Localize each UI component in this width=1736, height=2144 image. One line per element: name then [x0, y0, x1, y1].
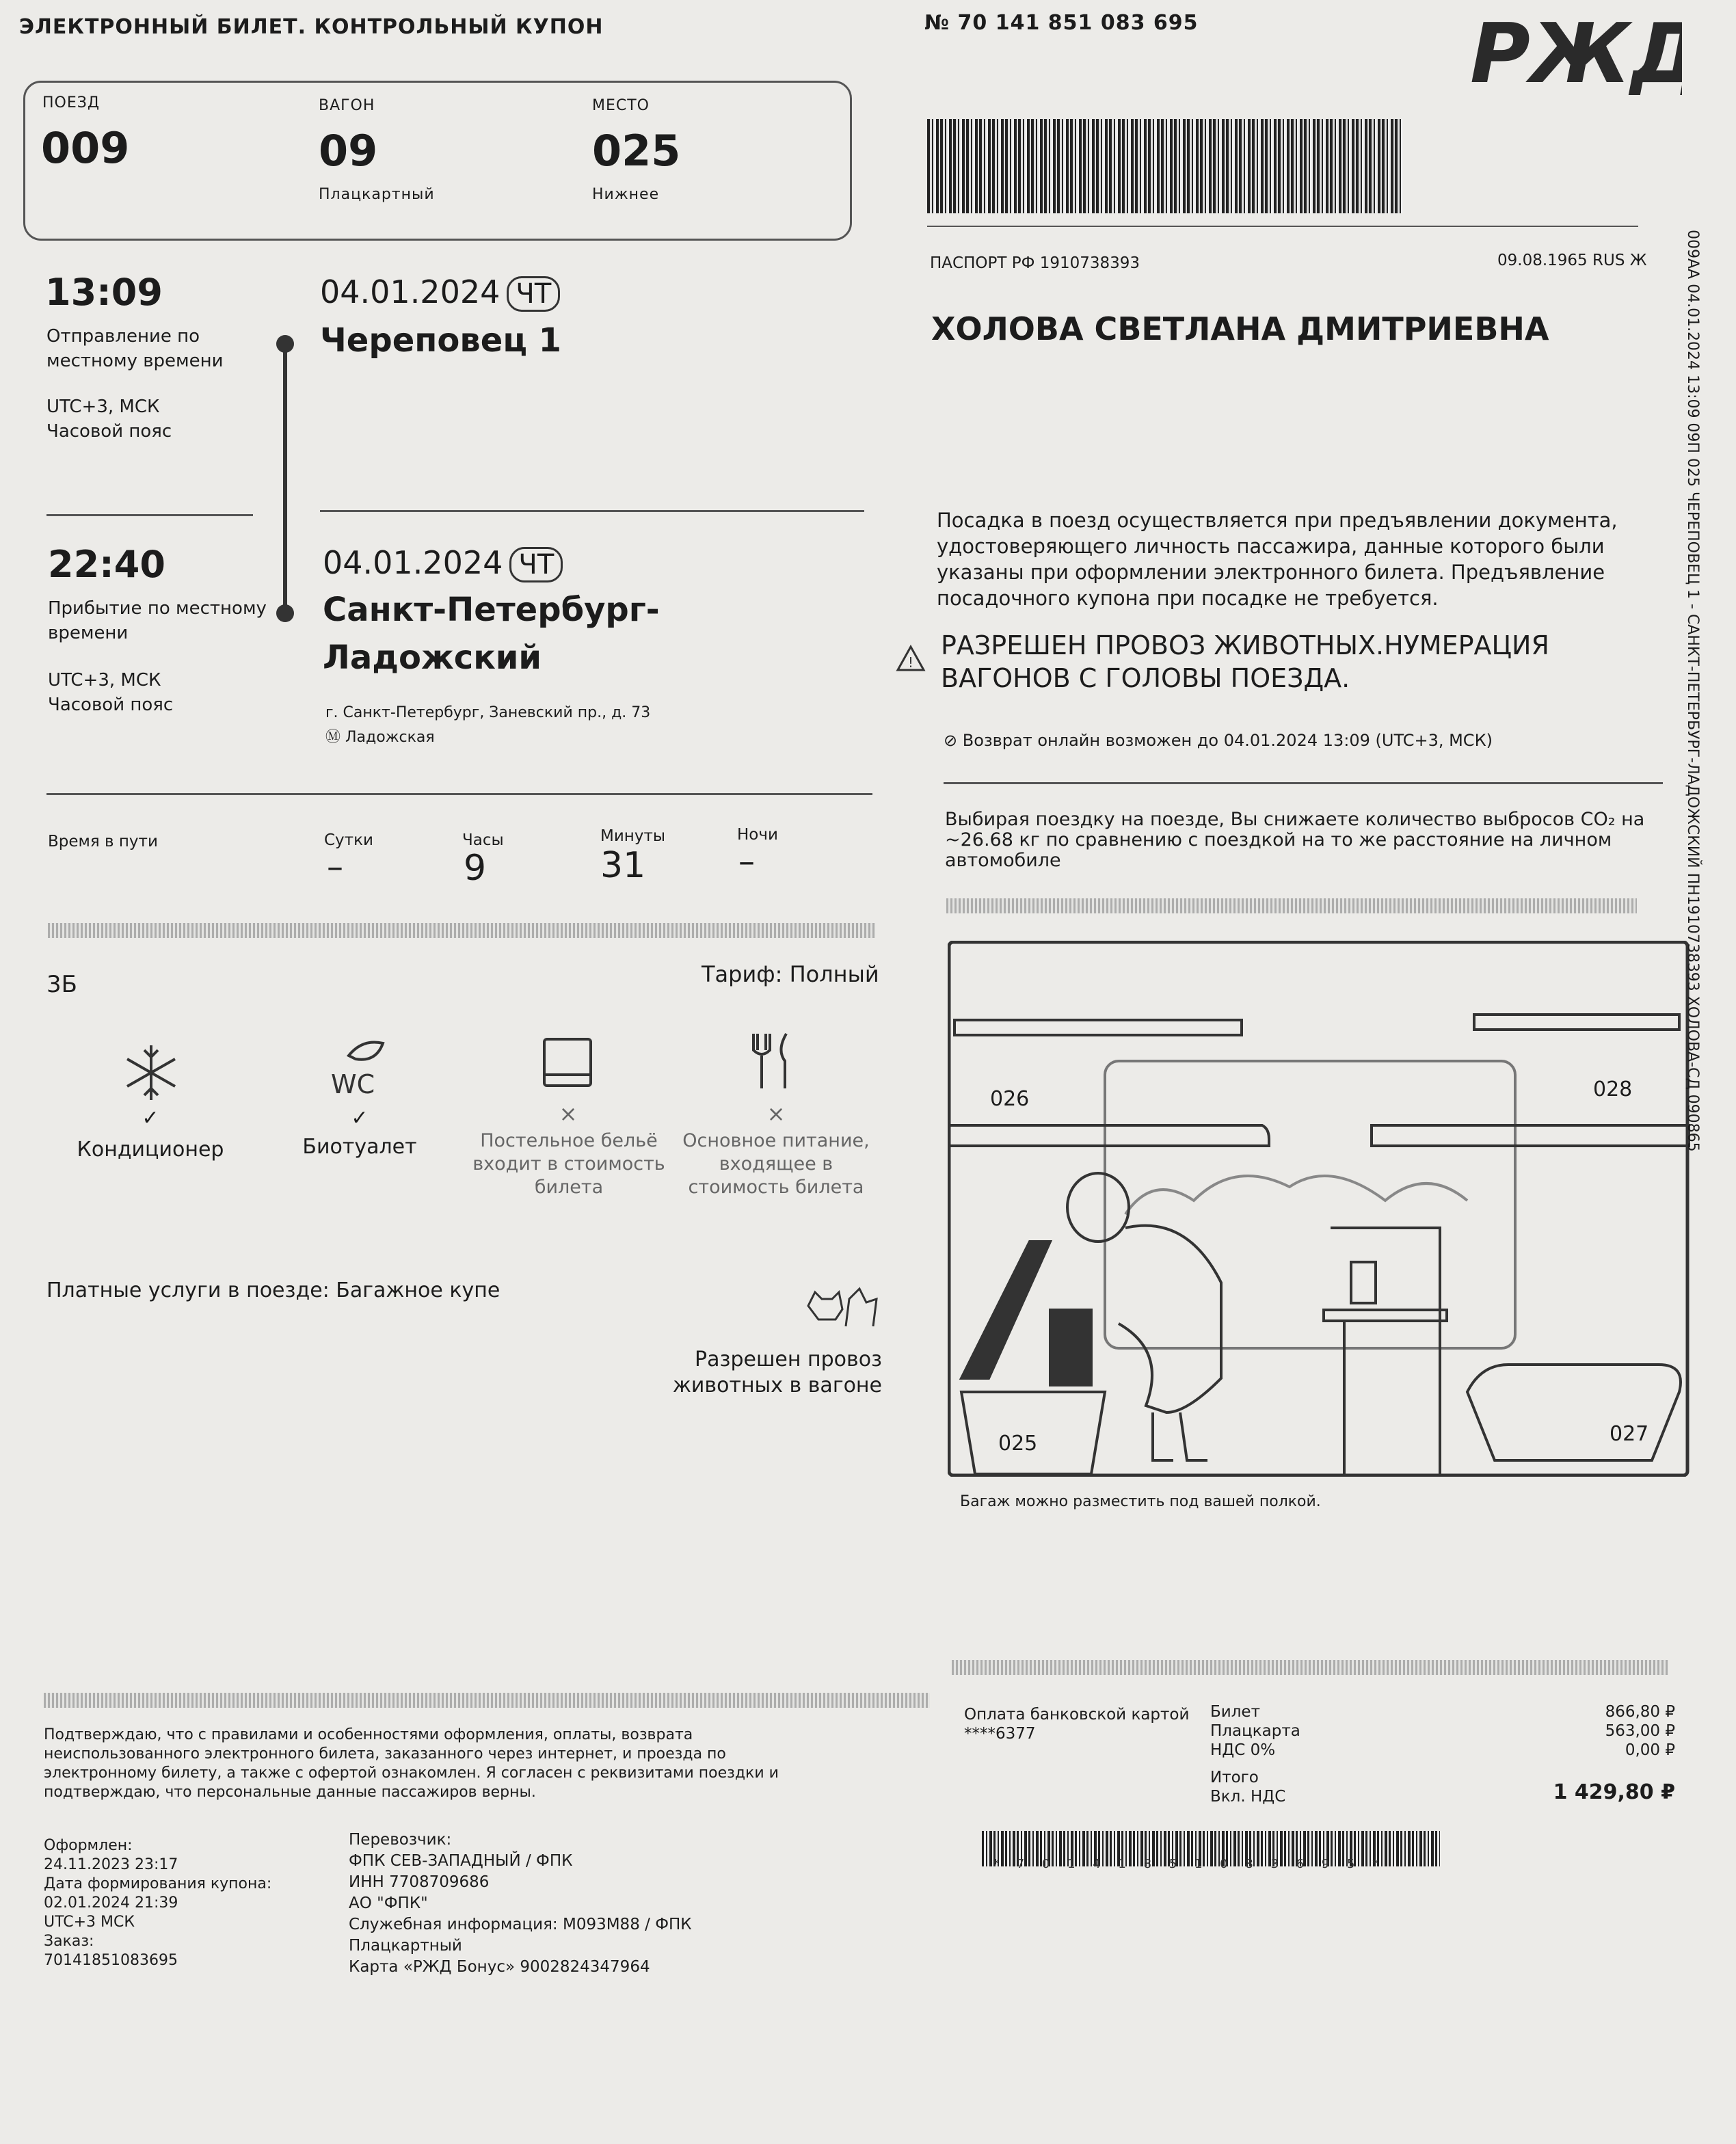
car-type: Плацкартный — [319, 186, 435, 203]
service-info: Служебная информация: М093М88 / ФПК — [349, 1916, 692, 1933]
carrier-inn: ИНН 7708709686 — [349, 1873, 490, 1891]
tear-line — [946, 898, 1637, 913]
minutes-value: 31 — [600, 845, 646, 886]
side-strip-text: 009АА 04.01.2024 13:09 09П 025 ЧЕРЕПОВЕЦ 1 - САНКТ-ПЕТЕРБУРГ-ЛАДОЖСКИЙ ПН1910738393 ХОЛОВА-СД 090865 — [1684, 230, 1701, 1152]
amenity-mark: × — [559, 1101, 578, 1127]
divider — [927, 226, 1638, 227]
route-line — [283, 340, 287, 617]
minutes-label: Минуты — [600, 827, 665, 845]
price-label: Плацкарта — [1210, 1722, 1300, 1740]
barcode-digits: * 7 0 1 4 1 8 5 1 0 8 3 6 9 5 * — [993, 1857, 1386, 1871]
seat-label: МЕСТО — [592, 97, 650, 114]
compartment-illustration — [948, 941, 1690, 1477]
card-number: ****6377 — [964, 1725, 1036, 1743]
pets-allowed: Разрешен провоз животных в вагоне — [672, 1348, 882, 1397]
price-row — [1210, 1702, 1675, 1721]
price-amount: 866,80 ₽ — [1605, 1703, 1675, 1721]
rzd-logo — [1463, 7, 1682, 96]
issued-label: Оформлен: — [44, 1837, 133, 1854]
seat-026: 026 — [990, 1087, 1030, 1111]
refund-icon: ⊘ — [944, 731, 963, 750]
arrival-tz-label: Часовой пояс — [48, 695, 174, 715]
arrival-date-line — [323, 544, 563, 582]
amenity-label: Кондиционер — [77, 1138, 224, 1162]
amenity-label: Основное питание, входящее в стоимость билета — [682, 1130, 870, 1195]
birth-info: 09.08.1965 RUS Ж — [1497, 252, 1647, 269]
amenity-mark: × — [766, 1101, 786, 1127]
nights-label: Ночи — [737, 826, 778, 844]
travel-time-label: Время в пути — [48, 833, 158, 850]
qr-barcode — [927, 119, 1403, 213]
arrival-station-line1: Санкт-Петербург- — [323, 591, 660, 629]
carrier-info — [349, 1830, 692, 1978]
total-row — [1210, 1780, 1675, 1806]
arrival-date: 04.01.2024 — [323, 544, 503, 581]
car-number: 09 — [319, 126, 378, 176]
ticket-number: № 70 141 851 083 695 — [924, 11, 1199, 35]
departure-note: Отправление по местному времени — [46, 326, 224, 371]
fork-knife-icon — [745, 1030, 800, 1091]
coupon-label: Дата формирования купона: — [44, 1875, 272, 1892]
illustration-caption: Багаж можно разместить под вашей полкой. — [960, 1493, 1321, 1510]
car-label: ВАГОН — [319, 97, 375, 114]
total-label: Итого — [1210, 1769, 1259, 1786]
divider — [320, 510, 864, 512]
seat-number: 025 — [592, 126, 681, 176]
co2-notice: Выбирая поездку на поезде, Вы снижаете количество выбросов CO₂ на ~26.68 кг по сравнению с поездкой на то же расстояние на личном автомобиле — [945, 809, 1645, 871]
train-info-box — [23, 81, 852, 241]
coupon-date: 02.01.2024 21:39 — [44, 1894, 178, 1912]
price-row — [1210, 1721, 1675, 1741]
tear-line — [44, 1693, 930, 1708]
service-class: 3Б — [46, 971, 77, 998]
tariff: Тариф: Полный — [702, 961, 879, 987]
divider — [46, 793, 872, 795]
order-number: 70141851083695 — [44, 1952, 178, 1969]
divider — [46, 514, 253, 516]
hours-label: Часы — [462, 831, 504, 849]
departure-time: 13:09 — [45, 271, 163, 314]
payment-label: Оплата банковской картой — [964, 1706, 1190, 1724]
departure-date: 04.01.2024 — [320, 273, 500, 310]
snowflake-icon — [120, 1042, 182, 1103]
coupon-tz: UTC+3 МСК — [44, 1914, 135, 1931]
total-amount: 1 429,80 ₽ — [1553, 1780, 1675, 1804]
seat-027: 027 — [1610, 1422, 1649, 1446]
tear-line — [48, 923, 875, 938]
warning-text: РАЗРЕШЕН ПРОВОЗ ЖИВОТНЫХ.НУМЕРАЦИЯ ВАГОНОВ С ГОЛОВЫ ПОЕЗДА. — [941, 630, 1549, 693]
divider — [944, 782, 1663, 784]
order-label: Заказ: — [44, 1933, 94, 1950]
consent-text: Подтверждаю, что с правилами и особенностями оформления, оплаты, возврата неиспользованного электронного билета, заказанного через интернет, и проезда по электронному билету, а также с офертой ознакомлен. Я согласен с реквизитами поездки и подтверждаю, что персональные данные пассажиров верны. — [44, 1726, 779, 1801]
price-table — [1210, 1702, 1675, 1806]
departure-tz: UTC+3, МСК — [46, 397, 160, 417]
departure-tz-label: Часовой пояс — [46, 421, 172, 442]
passport: ПАСПОРТ РФ 1910738393 — [930, 254, 1140, 272]
svg-text:WC: WC — [331, 1069, 375, 1099]
order-info — [44, 1836, 271, 1970]
bonus-card: Карта «РЖД Бонус» 9002824347964 — [349, 1958, 650, 1976]
arrival-note: Прибытие по местному времени — [48, 598, 267, 643]
amenity-label: Постельное бельё входит в стоимость билета — [472, 1130, 665, 1195]
nights-value: – — [738, 842, 755, 881]
arrival-tz: UTC+3, МСК — [48, 670, 161, 691]
price-label: Билет — [1210, 1703, 1260, 1721]
warning-icon — [896, 644, 926, 674]
refund-text: Возврат онлайн возможен до 04.01.2024 13:09 (UTC+3, МСК) — [962, 731, 1493, 750]
payment-info — [964, 1705, 1189, 1743]
price-label: НДС 0% — [1210, 1741, 1276, 1759]
carrier-company: АО "ФПК" — [349, 1894, 428, 1912]
arrival-time: 22:40 — [48, 543, 165, 586]
metro-station: Ладожская — [345, 729, 435, 746]
train-label: ПОЕЗД — [42, 94, 101, 111]
ticket-title: ЭЛЕКТРОННЫЙ БИЛЕТ. КОНТРОЛЬНЫЙ КУПОН — [19, 15, 604, 39]
seat-type: Нижнее — [592, 186, 660, 203]
logo-text: РЖД — [1470, 7, 1682, 96]
departure-station: Череповец 1 — [320, 321, 562, 360]
arrival-weekday: ЧТ — [509, 547, 563, 582]
price-amount: 563,00 ₽ — [1605, 1722, 1675, 1740]
wc-icon — [321, 1035, 390, 1103]
amenity-mark: ✓ — [142, 1106, 159, 1130]
metro-line — [325, 727, 435, 748]
car-kind: Плацкартный — [349, 1937, 462, 1955]
arrival-dot — [276, 604, 294, 622]
issued-date: 24.11.2023 23:17 — [44, 1856, 178, 1873]
carrier-label: Перевозчик: — [349, 1831, 452, 1849]
svg-text:!: ! — [908, 654, 914, 671]
seat-028: 028 — [1593, 1077, 1633, 1101]
days-label: Сутки — [324, 831, 373, 849]
amenity-mark: ✓ — [351, 1106, 369, 1130]
departure-dot — [276, 335, 294, 353]
seat-025: 025 — [998, 1432, 1038, 1456]
boarding-notice: Посадка в поезд осуществляется при предъявлении документа, удостоверяющего личность пассажира, данные которого были указаны при оформлении электронного билета. Предъявление посадочного купона при посадке не требуется. — [937, 509, 1618, 610]
carrier-name: ФПК СЕВ-ЗАПАДНЫЙ / ФПК — [349, 1852, 573, 1870]
pet-icon — [801, 1278, 883, 1333]
arrival-address: г. Санкт-Петербург, Заневский пр., д. 73 — [325, 704, 651, 721]
train-number: 009 — [41, 123, 130, 173]
tear-line — [952, 1660, 1668, 1675]
price-amount: 0,00 ₽ — [1625, 1741, 1675, 1759]
hours-value: 9 — [464, 848, 487, 889]
passenger-name: ХОЛОВА СВЕТЛАНА ДМИТРИЕВНА — [931, 310, 1549, 347]
arrival-station-line2: Ладожский — [323, 639, 542, 677]
paid-services: Платные услуги в поезде: Багажное купе — [46, 1278, 500, 1302]
vat-label: Вкл. НДС — [1210, 1788, 1286, 1806]
linen-icon — [540, 1035, 595, 1090]
days-value: – — [327, 848, 343, 886]
amenity-label: Биотуалет — [302, 1135, 417, 1159]
price-row — [1210, 1741, 1675, 1760]
departure-weekday: ЧТ — [507, 276, 560, 312]
departure-date-line — [320, 273, 560, 312]
metro-icon: Ⓜ — [325, 729, 345, 746]
refund-line — [944, 730, 1493, 751]
